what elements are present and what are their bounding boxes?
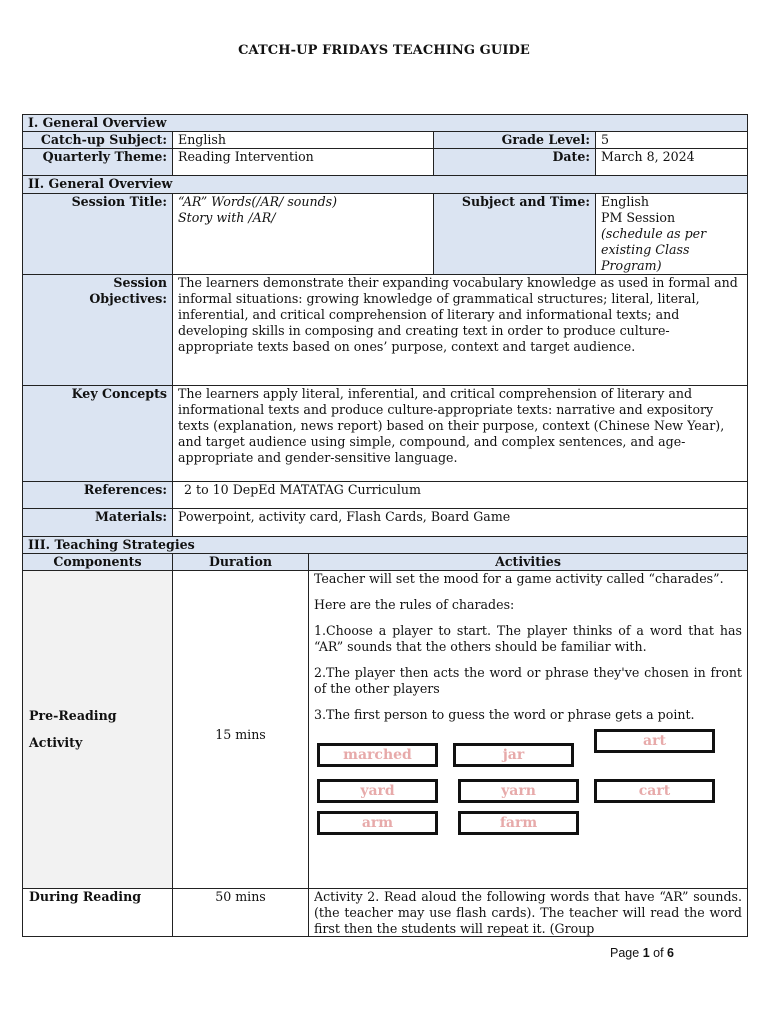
date-value: March 8, 2024 xyxy=(596,149,748,176)
session-title-line-2: Story with /AR/ xyxy=(178,210,276,225)
grade-level-label: Grade Level: xyxy=(434,132,596,149)
session-objectives-label xyxy=(23,275,173,386)
section-heading-general-overview: I. General Overview xyxy=(23,115,748,132)
rule-3: 3.The first person to guess the word or phrase gets a point. xyxy=(314,707,695,722)
subject-time-note: (schedule as per existing Class Program) xyxy=(601,226,707,273)
during-reading-duration: 50 mins xyxy=(173,889,309,937)
materials-label: Materials: xyxy=(23,509,173,537)
word-card-arm: arm xyxy=(317,811,438,835)
during-reading-component: During Reading xyxy=(23,889,173,937)
quarterly-theme-label: Quarterly Theme: xyxy=(23,149,173,176)
during-reading-activities xyxy=(309,889,748,937)
pre-reading-component xyxy=(23,571,173,889)
references-label: References: xyxy=(23,482,173,509)
pre-reading-intro: Teacher will set the mood for a game activity called “charades”. xyxy=(314,571,724,586)
subject-time-line-2: PM Session xyxy=(601,210,676,225)
teaching-guide-table xyxy=(22,114,748,937)
word-card-art: art xyxy=(594,729,715,753)
column-header-components: Components xyxy=(23,554,173,571)
word-card-yard: yard xyxy=(317,779,438,803)
section-heading-general-overview-2: II. General Overview xyxy=(23,176,748,194)
column-header-activities: Activities xyxy=(309,554,748,571)
grade-level-value: 5 xyxy=(596,132,748,149)
document-title: CATCH-UP FRIDAYS TEACHING GUIDE xyxy=(238,43,530,58)
subject-time-line-1: English xyxy=(601,194,649,209)
catch-up-subject-label: Catch-up Subject: xyxy=(23,132,173,149)
session-title-line-1: “AR” Words(/AR/ sounds) xyxy=(178,194,338,209)
objectives-label-line-2: Objectives: xyxy=(89,291,167,306)
session-title-label: Session Title: xyxy=(23,194,173,275)
pre-reading-line-2: Activity xyxy=(29,735,83,750)
pre-reading-activities xyxy=(309,571,748,889)
word-card-marched: marched xyxy=(317,743,438,767)
during-reading-text: Activity 2. Read aloud the following words that have “AR” sounds. (the teacher may use flash cards). The teacher will read the word first then the students will repeat it. (Group xyxy=(314,889,742,936)
subject-and-time-label: Subject and Time: xyxy=(434,194,596,275)
word-card-farm: farm xyxy=(458,811,579,835)
page-number xyxy=(610,946,674,960)
rule-2: 2.The player then acts the word or phrase they've chosen in front of the other players xyxy=(314,665,742,696)
page-prefix: Page xyxy=(610,946,640,960)
key-concepts-label: Key Concepts xyxy=(23,386,173,482)
catch-up-subject-value: English xyxy=(173,132,434,149)
session-title-value xyxy=(173,194,434,275)
column-header-duration: Duration xyxy=(173,554,309,571)
pre-reading-duration: 15 mins xyxy=(173,571,309,889)
quarterly-theme-value: Reading Intervention xyxy=(173,149,434,176)
key-concepts-value: The learners apply literal, inferential, and critical comprehension of literary and informational texts and produce culture-appropriate texts: narrative and expository texts (explanation, news report) based on their purpose, context (Chinese New Year), and target audience using simple, compound, and complex sentences, and age-appropriate and gender-sensitive language. xyxy=(173,386,748,482)
date-label: Date: xyxy=(434,149,596,176)
word-card-cart: cart xyxy=(594,779,715,803)
objectives-label-line-1: Session xyxy=(113,275,167,290)
page-total: 6 xyxy=(667,946,674,960)
session-objectives-value: The learners demonstrate their expanding vocabulary knowledge as used in formal and informal situations: growing knowledge of grammatical structures; literal, literal, inferential, and critical comprehension of literary and informational texts; and developing skills in composing and creating text in order to produce culture-appropriate texts based on ones’ purpose, context and target audience. xyxy=(173,275,748,386)
subject-and-time-value xyxy=(596,194,748,275)
word-card-yarn: yarn xyxy=(458,779,579,803)
word-card-jar: jar xyxy=(453,743,574,767)
references-value: 2 to 10 DepEd MATATAG Curriculum xyxy=(173,482,748,509)
section-heading-teaching-strategies: III. Teaching Strategies xyxy=(23,537,748,554)
word-cards xyxy=(314,729,742,841)
rules-heading: Here are the rules of charades: xyxy=(314,597,515,612)
rule-1: 1.Choose a player to start. The player thinks of a word that has “AR” sounds that the others should be familiar with. xyxy=(314,623,742,654)
pre-reading-line-1: Pre-Reading xyxy=(29,708,117,723)
materials-value: Powerpoint, activity card, Flash Cards, Board Game xyxy=(173,509,748,537)
page-current: 1 xyxy=(642,946,650,960)
page-of: of xyxy=(653,946,664,960)
